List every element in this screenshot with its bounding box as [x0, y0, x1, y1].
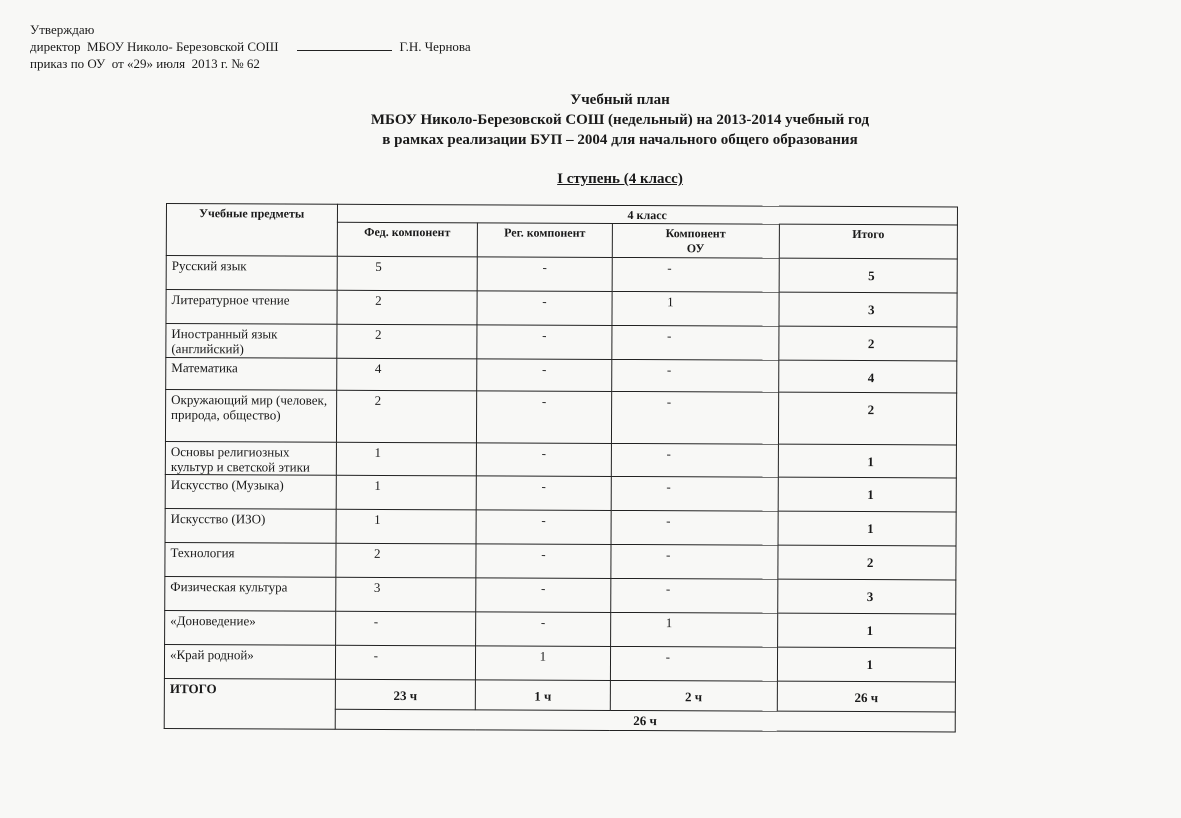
reg-cell: -	[476, 510, 610, 545]
subject-cell: Литературное чтение	[166, 290, 337, 325]
ou-cell: -	[611, 443, 779, 477]
reg-cell: -	[477, 257, 611, 292]
subject-cell: Искусство (Музыка)	[165, 474, 336, 509]
total-label: ИТОГО	[164, 678, 335, 729]
stage-title: I ступень (4 класс)	[557, 171, 683, 187]
header-row-1	[166, 204, 957, 225]
total-fed: 23 ч	[335, 679, 476, 710]
document-heading	[300, 90, 940, 150]
ou-cell: -	[610, 544, 778, 579]
subject-cell: Математика	[166, 358, 337, 391]
header-class: 4 класс	[337, 204, 958, 225]
header-total: Итого	[779, 224, 957, 259]
total-cell: 4	[779, 360, 957, 393]
total-cell: 1	[778, 511, 956, 546]
fed-cell: -	[335, 611, 476, 646]
reg-cell: -	[477, 291, 611, 326]
table-row	[166, 256, 957, 293]
subject-cell: Основы религиозных культур и светской этики	[165, 441, 336, 475]
ou-cell: 1	[610, 612, 778, 647]
fed-cell: 3	[335, 577, 476, 612]
subject-cell: «Край родной»	[164, 644, 335, 679]
total-cell: 5	[779, 258, 957, 293]
approval-block	[30, 21, 471, 72]
fed-cell: 2	[337, 290, 478, 325]
approval-name: Г.Н. Чернова	[399, 39, 471, 54]
fed-cell: 1	[336, 475, 477, 510]
reg-cell: -	[476, 544, 610, 579]
ou-cell: -	[611, 359, 778, 392]
total-cell: 3	[779, 292, 957, 327]
table-row	[165, 508, 956, 545]
header-ou	[612, 223, 780, 258]
ou-cell: -	[611, 391, 779, 444]
approval-director: директор МБОУ Николо- Березовской СОШ	[30, 39, 279, 54]
header-fed: Фед. компонент	[337, 222, 478, 257]
header-subjects: Учебные предметы	[166, 204, 337, 257]
table-row	[165, 610, 956, 647]
total-row	[164, 678, 955, 711]
total-cell: 1	[778, 613, 956, 648]
reg-cell: -	[476, 612, 610, 647]
table-row	[164, 644, 955, 681]
total-cell: 2	[778, 392, 956, 445]
heading-scope: в рамках реализации БУП – 2004 для начального общего образования	[382, 132, 858, 148]
subject-cell: Искусство (ИЗО)	[165, 508, 336, 543]
approval-order: приказ по ОУ от «29» июля 2013 г. № 62	[30, 56, 260, 71]
curriculum-table	[164, 203, 958, 732]
table-row	[166, 324, 957, 361]
ou-cell: -	[611, 325, 779, 360]
heading-title: Учебный план	[570, 92, 670, 108]
reg-cell: -	[476, 476, 610, 511]
table-row	[165, 441, 956, 477]
total-sum: 26 ч	[777, 681, 955, 712]
total-cell: 2	[778, 545, 956, 580]
reg-cell: -	[477, 325, 611, 360]
ou-cell: -	[610, 646, 778, 681]
subject-cell: Иностранный язык (английский)	[166, 324, 337, 359]
fed-cell: 4	[336, 358, 477, 391]
ou-cell: -	[610, 578, 778, 613]
fed-cell: 5	[337, 256, 478, 291]
subject-cell: Физическая культура	[165, 576, 336, 611]
signature-line	[297, 38, 392, 51]
table-row	[166, 358, 957, 393]
fed-cell: 2	[336, 324, 477, 359]
header-ou-line2: ОУ	[686, 241, 705, 256]
subject-cell: Русский язык	[166, 256, 337, 291]
fed-cell: 1	[336, 442, 477, 476]
table-row	[166, 290, 957, 327]
fed-cell: 2	[336, 390, 477, 443]
header-ou-line1: Компонент	[665, 226, 726, 241]
reg-cell: -	[477, 443, 611, 477]
grand-total: 26 ч	[335, 709, 956, 732]
approval-director-line	[30, 38, 471, 55]
table-row	[165, 390, 956, 445]
fed-cell: 2	[335, 543, 476, 578]
subject-cell: «Доноведение»	[165, 610, 336, 645]
heading-school: МБОУ Николо-Березовской СОШ (недельный) на 2013-2014 учебный год	[370, 112, 870, 128]
reg-cell: -	[476, 578, 610, 613]
table-row	[165, 576, 956, 613]
ou-cell: -	[612, 257, 780, 292]
ou-cell: 1	[612, 291, 780, 326]
header-reg: Рег. компонент	[478, 223, 612, 258]
total-ou: 2 ч	[610, 680, 777, 711]
table-row	[165, 474, 956, 511]
subject-cell: Окружающий мир (человек, природа, общество)	[165, 390, 336, 443]
fed-cell: 1	[336, 509, 477, 544]
total-cell: 1	[778, 444, 956, 478]
total-cell: 1	[778, 477, 956, 512]
reg-cell: -	[477, 391, 612, 444]
approval-title: Утверждаю	[30, 22, 95, 37]
total-reg: 1 ч	[476, 680, 610, 711]
fed-cell: -	[335, 645, 476, 680]
ou-cell: -	[611, 476, 779, 511]
reg-cell: 1	[476, 646, 610, 681]
total-cell: 2	[779, 326, 957, 361]
total-cell: 1	[777, 647, 955, 682]
subject-cell: Технология	[165, 542, 336, 577]
table-row	[165, 542, 956, 579]
total-cell: 3	[778, 579, 956, 614]
ou-cell: -	[611, 510, 779, 545]
reg-cell: -	[477, 359, 611, 392]
